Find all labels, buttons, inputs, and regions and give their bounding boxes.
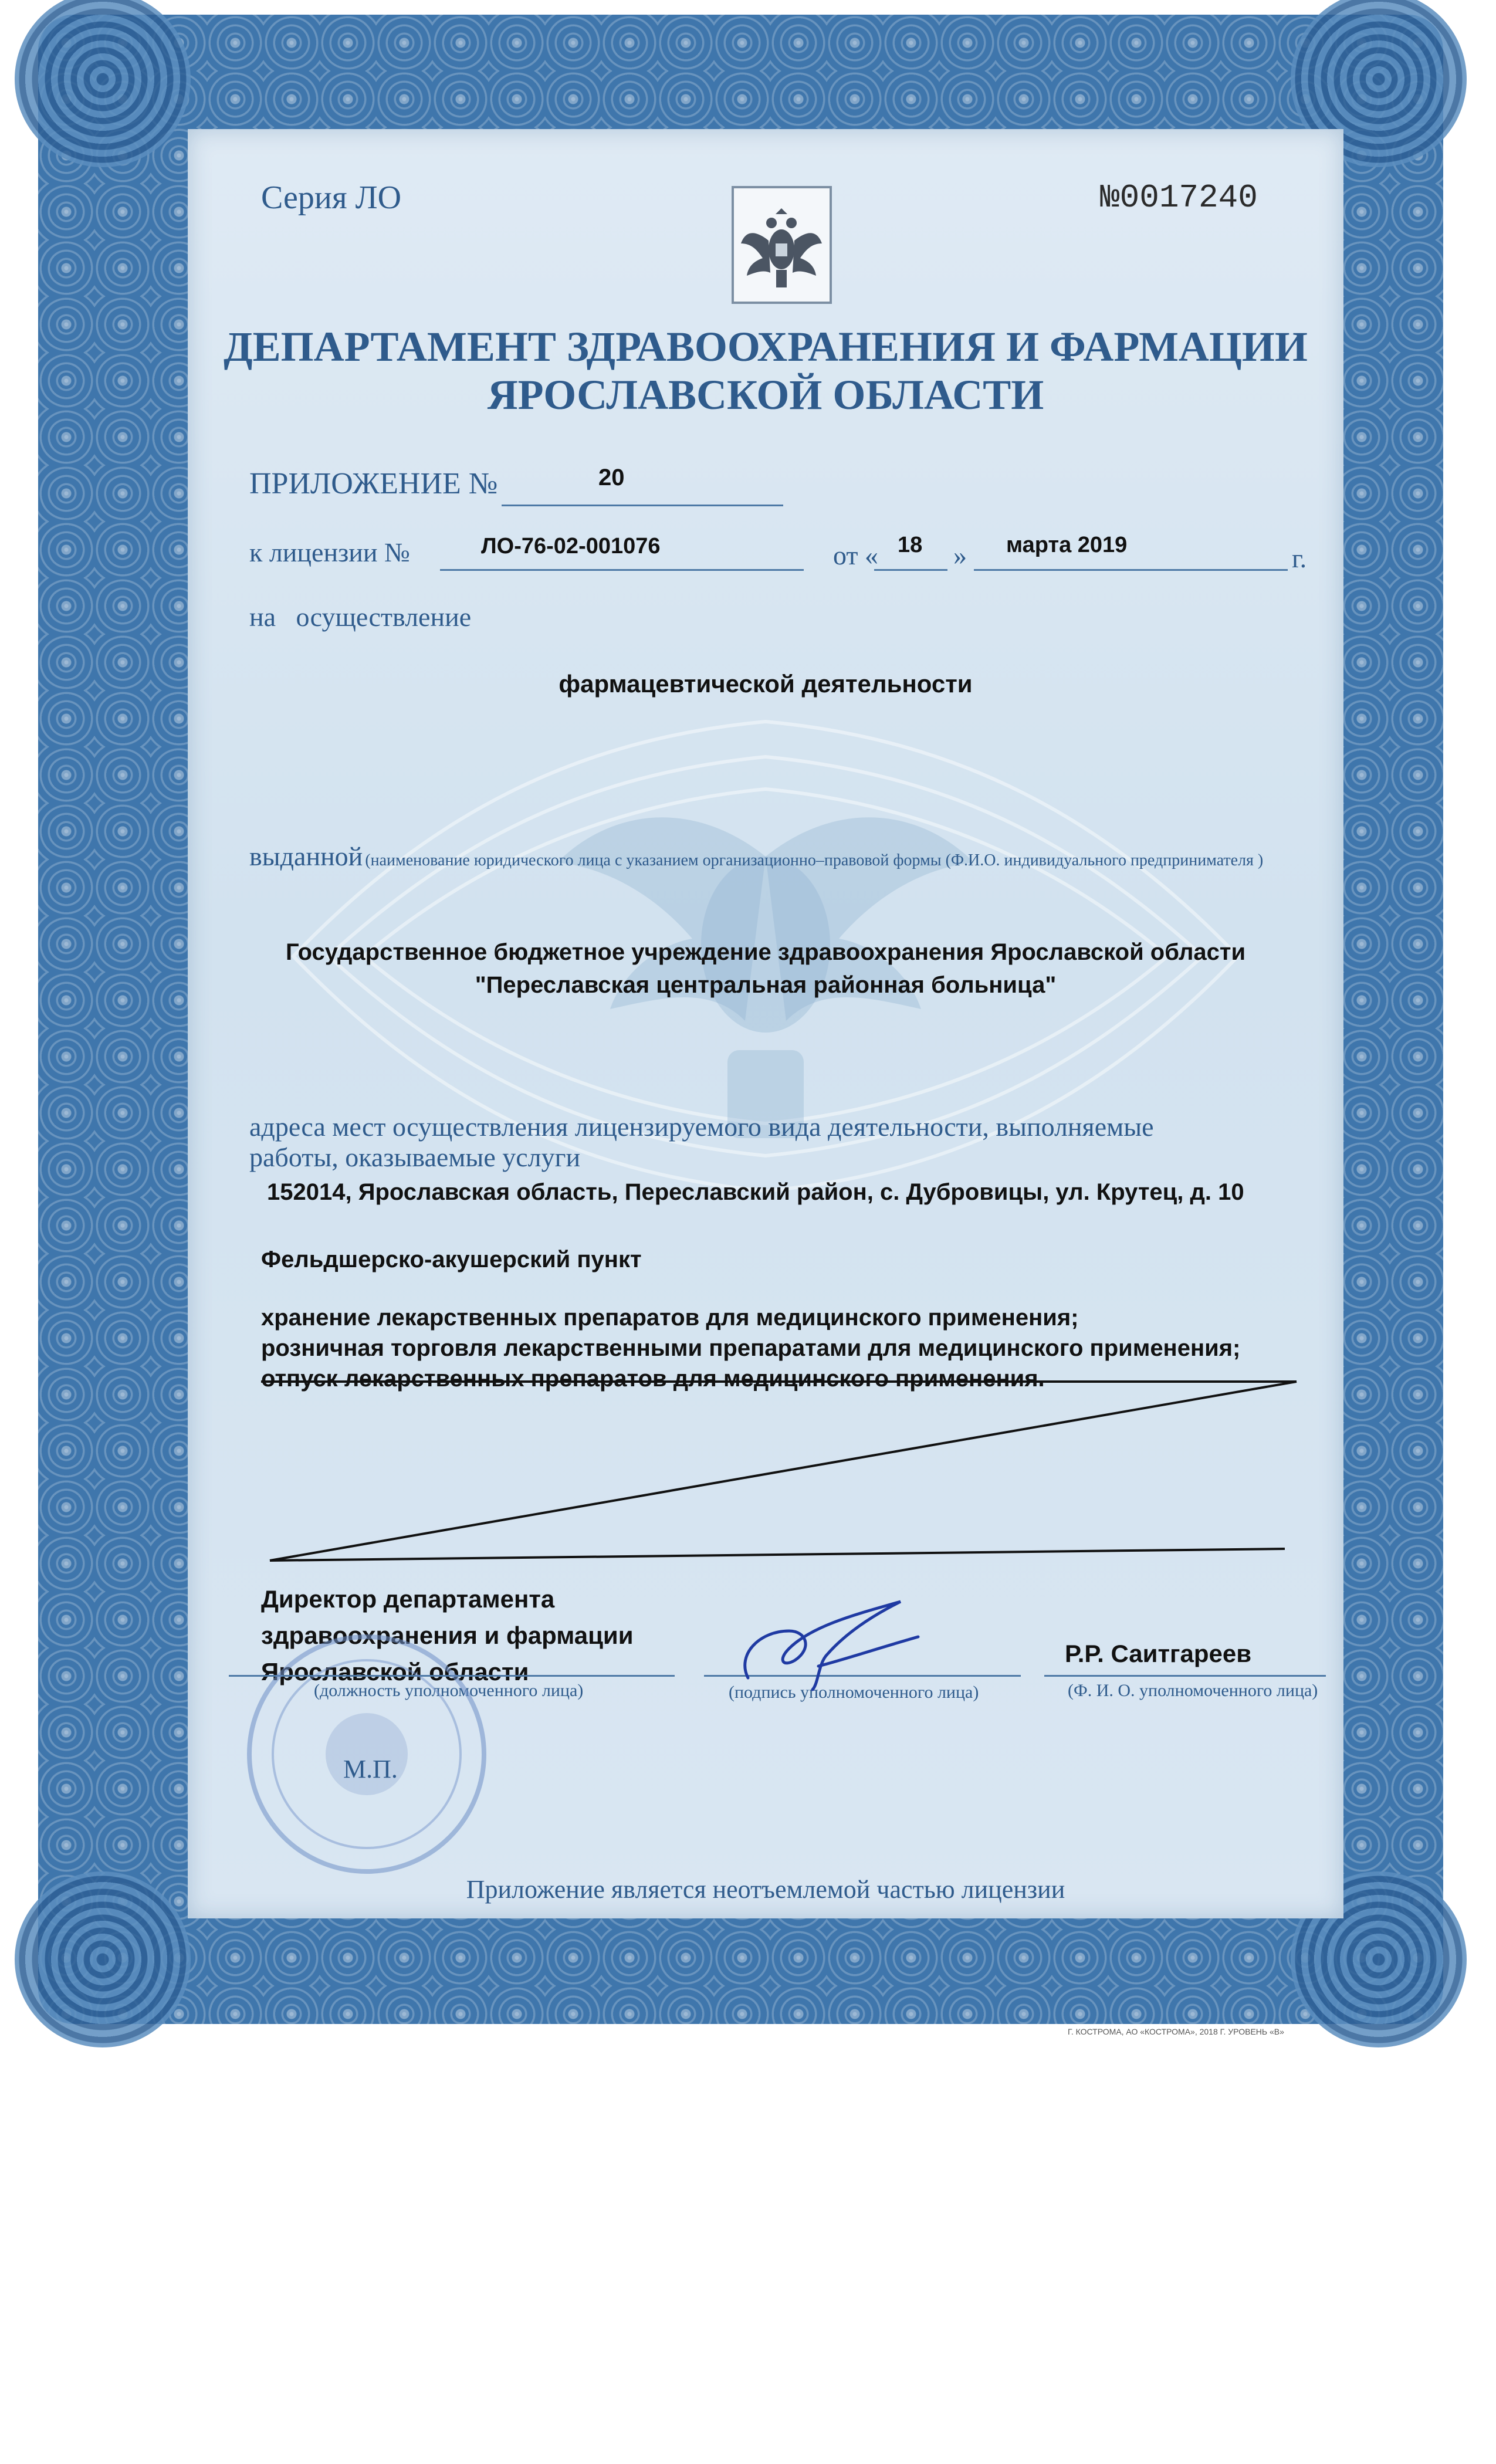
service-item: хранение лекарственных препаратов для медицинского применения; — [261, 1305, 1079, 1331]
facility-address: 152014, Ярославская область, Переславский район, с. Дубровицы, ул. Крутец, д. 10 — [267, 1179, 1244, 1205]
signature-caption: (подпись уполномоченного лица) — [729, 1683, 979, 1702]
date-from-label: от « — [833, 540, 878, 570]
license-label: к лицензии № — [249, 537, 410, 567]
organization-name-line: "Переславская центральная районная больница" — [475, 972, 1057, 998]
border-rosette — [15, 0, 191, 167]
date-day: 18 — [898, 533, 923, 557]
service-item: розничная торговля лекарственными препаратами для медицинского применения; — [261, 1335, 1241, 1361]
form-number: №0017240 — [1100, 179, 1258, 216]
signatory-position-line: Директор департамента — [261, 1585, 555, 1613]
service-item: отпуск лекарственных препаратов для медицинского применения. — [261, 1366, 1045, 1392]
issued-label: выданной — [249, 841, 363, 871]
department-title-line: ДЕПАРТАМЕНТ ЗДРАВООХРАНЕНИЯ И ФАРМАЦИИ — [224, 323, 1308, 370]
issued-hint: (наименование юридического лица с указанием организационно–правовой формы (Ф.И.О. индивидуального предпринимателя ) — [365, 851, 1264, 869]
series-label: Серия ЛО — [261, 180, 402, 216]
appendix-label: ПРИЛОЖЕНИЕ № — [249, 467, 498, 500]
department-title-line: ЯРОСЛАВСКОЙ ОБЛАСТИ — [487, 371, 1044, 418]
name-caption: (Ф. И. О. уполномоченного лица) — [1068, 1681, 1318, 1700]
places-label-line: адреса мест осуществления лицензируемого вида деятельности, выполняемые — [249, 1112, 1154, 1142]
signatory-position-line: здравоохранения и фармации — [261, 1622, 634, 1649]
signatory-position-line: Ярославской области — [261, 1658, 529, 1685]
appendix-footer-note: Приложение является неотъемлемой частью лицензии — [466, 1875, 1065, 1904]
document-paper — [188, 129, 1343, 1918]
places-label-line: работы, оказываемые услуги — [249, 1142, 581, 1172]
facility-type: Фельдшерско-акушерский пункт — [261, 1247, 642, 1272]
activity-value: фармацевтической деятельности — [559, 670, 973, 698]
handwritten-signature — [725, 1590, 971, 1695]
seal-place-label: М.П. — [343, 1755, 398, 1783]
appendix-number: 20 — [598, 465, 625, 490]
license-number: ЛО-76-02-001076 — [481, 534, 661, 559]
name-underline — [1044, 1675, 1326, 1677]
border-rosette — [15, 1871, 191, 2047]
printer-imprint: Г. КОСТРОМА, АО «КОСТРОМА», 2018 Г. УРОВЕНЬ «В» — [1068, 2027, 1284, 2036]
date-close-quote: » — [953, 540, 967, 570]
organization-name-line: Государственное бюджетное учреждение здравоохранения Ярославской области — [285, 939, 1246, 965]
date-year-suffix: г. — [1292, 543, 1307, 573]
guilloche-border — [38, 15, 1443, 2024]
position-caption: (должность уполномоченного лица) — [314, 1681, 584, 1700]
signatory-name: Р.Р. Саитгареев — [1065, 1640, 1252, 1667]
date-month-year: марта 2019 — [1006, 533, 1128, 557]
activity-label: на осуществление — [249, 602, 472, 632]
